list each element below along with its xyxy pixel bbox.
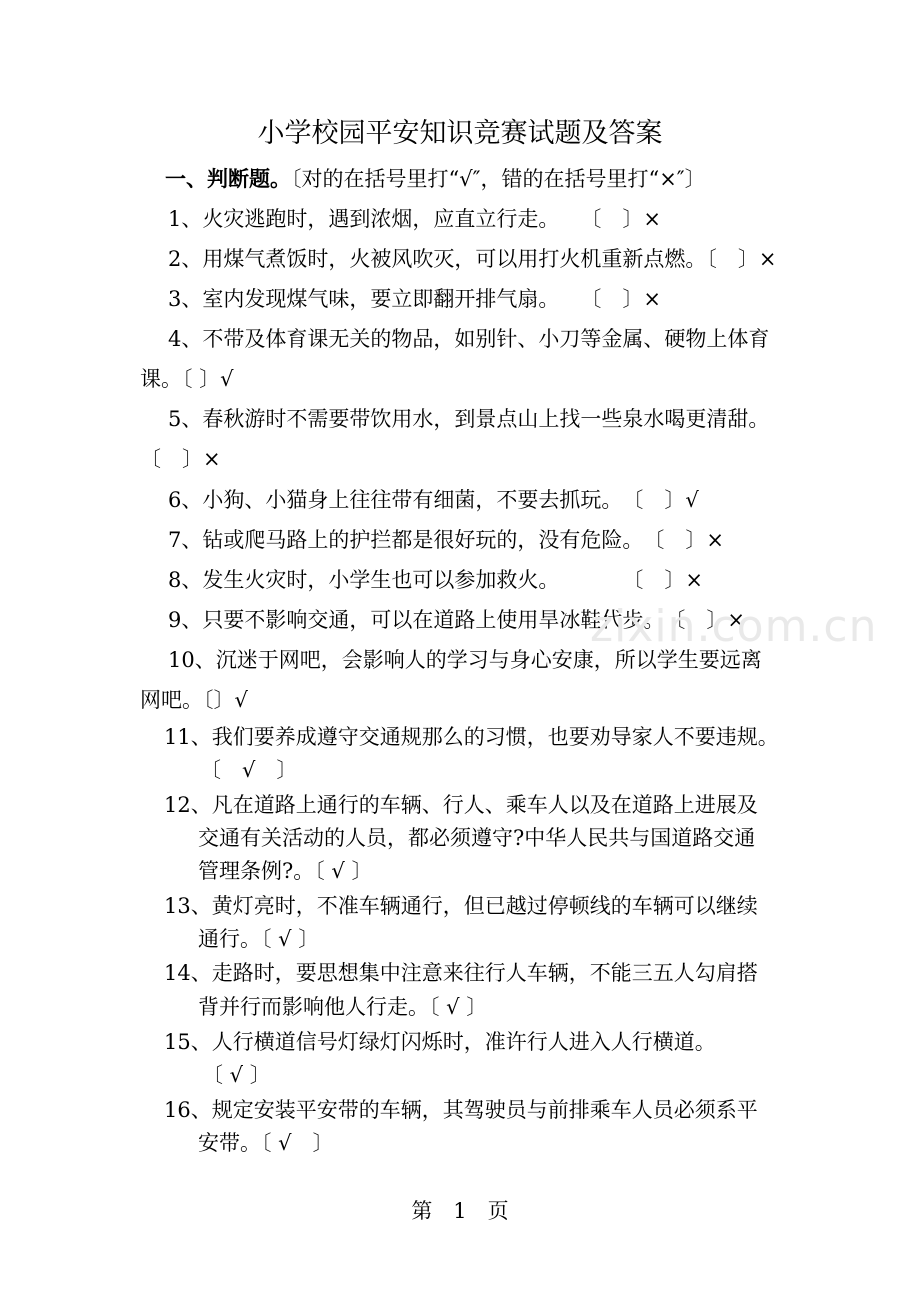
- section-instruction: 〔对的在括号里打“√″，错的在括号里打“×″〕: [291, 167, 706, 191]
- section-head-label: 一、判断题。: [165, 166, 291, 191]
- watermark: zixin.com.cn: [590, 601, 878, 652]
- question-line: 13、黄灯亮时，不准车辆通行，但已越过停顿线的车辆可以继续: [164, 894, 758, 918]
- question-line: 5、春秋游时不需要带饮用水，到景点山上找一些泉水喝更清甜。: [168, 407, 770, 431]
- question-line: 〔 〕×: [140, 447, 221, 471]
- question-line: 16、规定安装平安带的车辆，其驾驶员与前排乘车人员必须系平: [164, 1098, 758, 1122]
- question-line: 2、用煤气煮饭时，火被风吹灭，可以用打火机重新点燃。〔 〕×: [168, 247, 777, 271]
- question-line: 通行。〔 √ 〕: [198, 927, 320, 951]
- document-title: 小学校园平安知识竞赛试题及答案: [257, 118, 663, 149]
- question-line: 7、钻或爬马路上的护拦都是很好玩的，没有危险。 〔 〕×: [168, 528, 724, 552]
- question-line: 11、我们要养成遵守交通规那么的习惯，也要劝导家人不要违规。: [164, 725, 779, 749]
- question-line: 10、沉迷于网吧，会影响人的学习与身心安康，所以学生要远离: [168, 648, 762, 672]
- question-line: 14、走路时，要思想集中注意来往行人车辆，不能三五人勾肩搭: [164, 961, 758, 985]
- question-line: 9、只要不影响交通，可以在道路上使用旱冰鞋代步。 〔 〕×: [168, 608, 745, 632]
- page-number: 第 1 页: [411, 1199, 509, 1223]
- question-line: 12、凡在道路上通行的车辆、行人、乘车人以及在道路上进展及: [164, 793, 758, 817]
- question-line: 1、火灾逃跑时，遇到浓烟，应直立行走。 〔 〕×: [168, 207, 661, 231]
- question-line: 8、发生火灾时，小学生也可以参加救火。 〔 〕×: [168, 568, 703, 592]
- question-line: 网吧。〔〕√: [140, 688, 248, 712]
- question-line: 交通有关活动的人员，都必须遵守?中华人民共与国道路交通: [198, 826, 756, 850]
- question-line: 3、室内发现煤气味，要立即翻开排气扇。 〔 〕×: [168, 287, 661, 311]
- question-line: 〔 √ 〕: [202, 1063, 271, 1087]
- question-line: 课。〔 〕√: [140, 367, 234, 391]
- question-line: 4、不带及体育课无关的物品，如别针、小刀等金属、硬物上体育: [168, 327, 770, 351]
- section-heading: [165, 164, 706, 194]
- question-line: 管理条例?。〔 √ 〕: [198, 859, 373, 883]
- question-line: 〔 √ 〕: [200, 758, 298, 782]
- question-line: 安带。〔 √ 〕: [198, 1131, 334, 1155]
- question-line: 背并行而影响他人行走。〔 √ 〕: [198, 995, 488, 1019]
- question-line: 6、小狗、小猫身上往往带有细菌，不要去抓玩。 〔 〕√: [168, 488, 699, 512]
- question-line: 15、人行横道信号灯绿灯闪烁时，准许行人进入人行横道。: [164, 1030, 716, 1054]
